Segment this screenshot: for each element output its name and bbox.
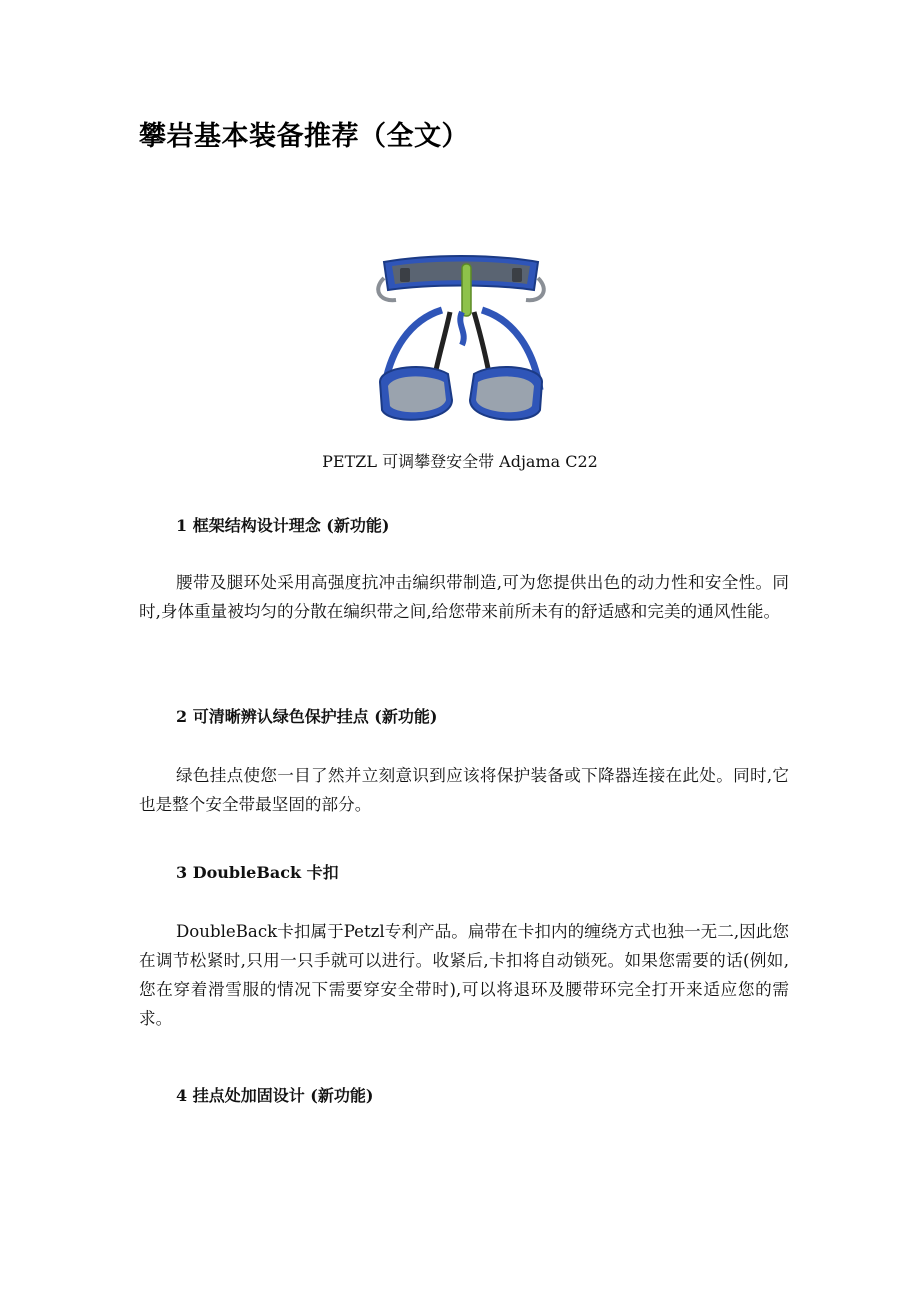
section-paragraph-3: DoubleBack卡扣属于Petzl专利产品。扁带在卡扣内的缠绕方式也独一无二,因此您在调节松紧时,只用一只手就可以进行。收紧后,卡扣将自动锁死。如果您需要的话(例如,您在穿着滑雪服的情况下需要穿安全带时),可以将退环及腰带环完全打开来适应您的需求。 [139,922,789,1028]
climbing-harness-image [370,250,552,430]
leg-loop-left-mesh [388,376,446,412]
document-title: 攀岩基本装备推荐（全文） [139,121,469,152]
section-paragraph-2: 绿色挂点使您一目了然并立刻意识到应该将保护装备或下降器连接在此处。同时,它也是整个安全带最坚固的部分。 [139,766,789,814]
leg-loop-right-mesh [476,376,534,412]
section-heading-2: 2 可清晰辨认绿色保护挂点 (新功能) [176,707,438,726]
buckle-right [512,268,522,282]
green-belay-loop [462,264,471,316]
section-paragraph-1: 腰带及腿环处采用高强度抗冲击编织带制造,可为您提供出色的动力性和安全性。同时,身体重量被均匀的分散在编织带之间,给您带来前所未有的舒适感和完美的通风性能。 [139,573,789,621]
section-heading-1: 1 框架结构设计理念 (新功能) [176,516,390,535]
harness-figure [370,250,552,430]
figure-caption: PETZL 可调攀登安全带 Adjama C22 [322,452,598,471]
section-heading-3: 3 DoubleBack 卡扣 [176,863,339,882]
rise-strap [460,312,463,345]
buckle-left [400,268,410,282]
section-heading-4: 4 挂点处加固设计 (新功能) [176,1086,374,1105]
